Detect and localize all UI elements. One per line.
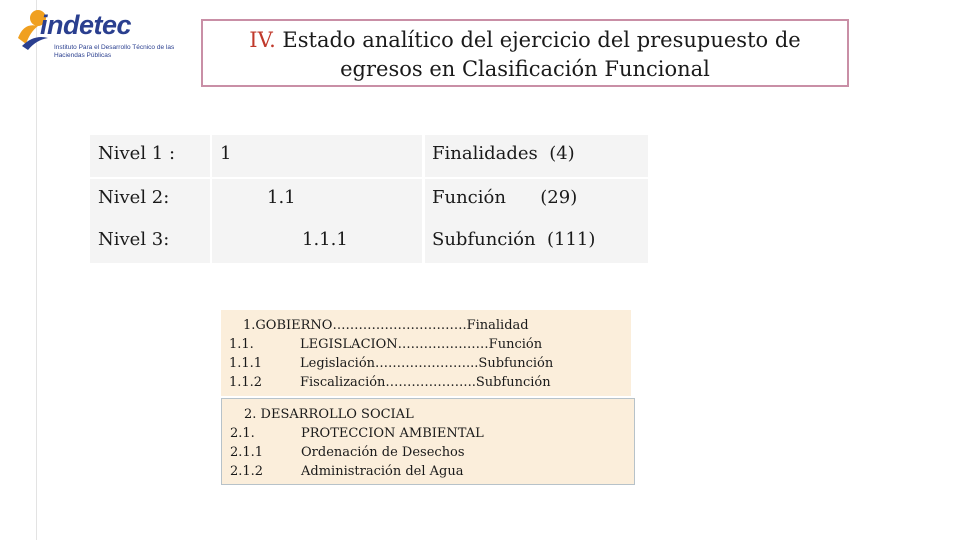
- level-row: [90, 179, 650, 221]
- logo-subtitle: Instituto Para el Desarrollo Técnico de las Haciendas Públicas: [54, 44, 175, 59]
- finalidad-header: 2. DESARROLLO SOCIAL: [244, 407, 414, 422]
- list-item: 1.1. LEGISLACION…………………Función: [229, 337, 543, 352]
- desarrollo-social-example-box: [221, 398, 635, 485]
- level-row: [90, 221, 650, 263]
- finalidad-header: 1.GOBIERNO………………………….Finalidad: [243, 318, 529, 333]
- level-code: 1: [212, 135, 422, 177]
- list-item: 2.1.1 Ordenación de Desechos: [230, 445, 465, 460]
- level-description: Función (29): [425, 179, 648, 221]
- level-label: Nivel 3:: [90, 221, 210, 263]
- level-label: Nivel 2:: [90, 179, 210, 221]
- logo-wordmark: indetec: [40, 10, 132, 40]
- level-description: Subfunción (111): [425, 221, 648, 263]
- list-item: 1.1.2 Fiscalización………………...Subfunción: [229, 375, 551, 390]
- level-label: Nivel 1 :: [90, 135, 210, 177]
- gobierno-example-box: [221, 310, 631, 396]
- level-code: 1.1.1: [212, 221, 422, 263]
- title-line-2: egresos en Clasificación Funcional: [340, 57, 710, 81]
- title-line-1: Estado analítico del ejercicio del presupuesto de: [275, 28, 801, 52]
- list-item: 2.1.2 Administración del Agua: [230, 464, 464, 479]
- indetec-logo: [12, 8, 182, 64]
- level-row: [90, 135, 650, 177]
- level-description: Finalidades (4): [425, 135, 648, 177]
- list-item: 2.1. PROTECCION AMBIENTAL: [230, 426, 484, 441]
- left-divider: [36, 0, 37, 540]
- level-code: 1.1: [212, 179, 422, 221]
- slide-title: [201, 19, 849, 87]
- levels-table: [90, 135, 650, 263]
- list-item: 1.1.1 Legislación…………………...Subfunción: [229, 356, 554, 371]
- title-number: IV.: [249, 28, 276, 52]
